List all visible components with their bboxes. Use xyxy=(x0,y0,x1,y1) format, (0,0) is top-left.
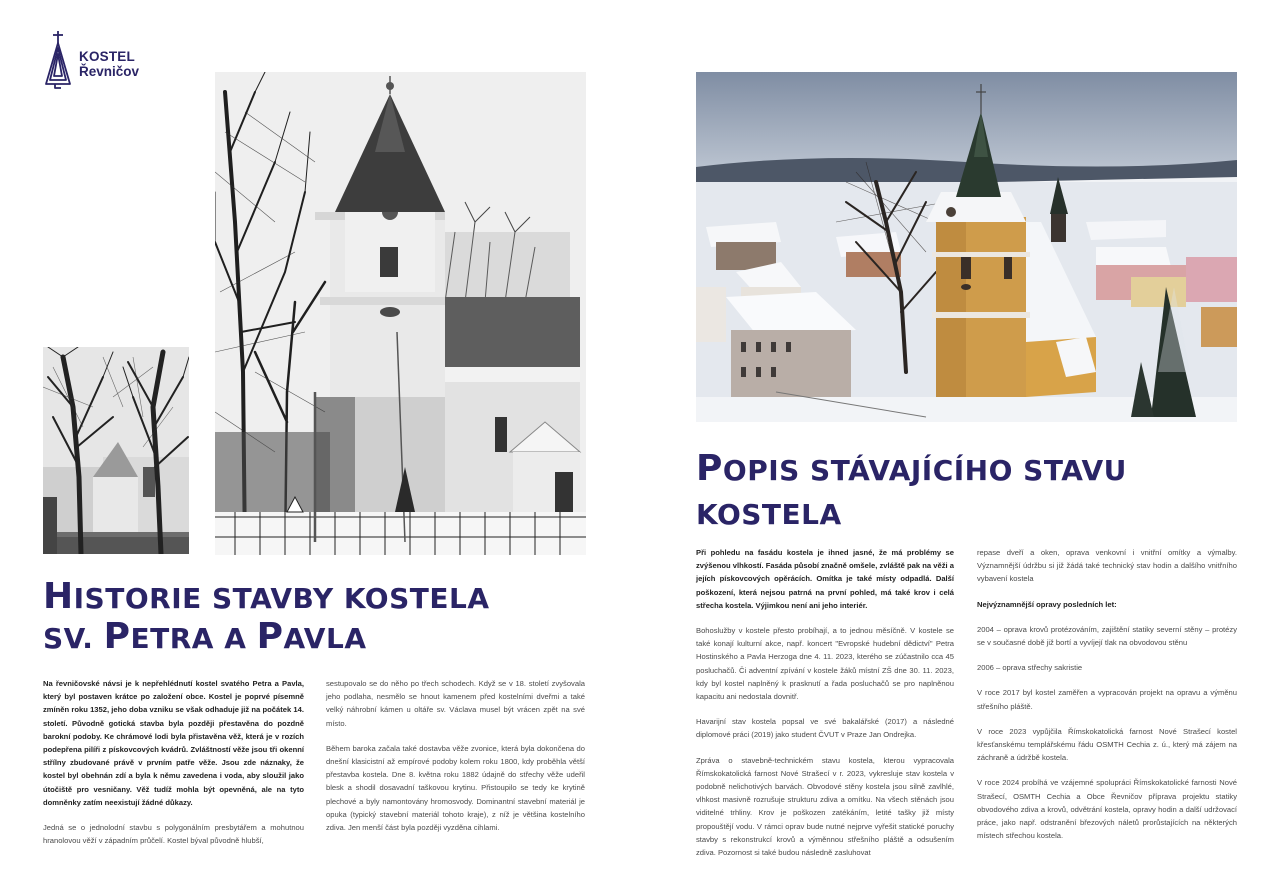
state-paragraph: repase dveří a oken, oprava venkovní i vnitřní omítky a výmalby. Významnější údržbu si již žádá také technický stav hodin a dalšího vnitřního vybavení kostela xyxy=(977,548,1237,584)
state-paragraph: Havarijní stav kostela popsal ve své bakalářské (2017) a následné diplomové práci (2019) jako student ČVUT v Praze Jan Ondrejka. xyxy=(696,717,954,740)
church-tower-icon xyxy=(42,30,78,90)
history-paragraph: Během baroka začala také dostavba věže zvonice, která byla dokončena do dnešní klasicistní až empírové podoby kolem roku 1800, kdy proběhla větší přestavba kostela. Dne 8. května roku 1882 údajně do střechy věže udeřil blesk a shodil dosavadní taškovou krytinu. Přistoupilo se tedy ke krytině plechové a byly namontovány hromosvody. Dominantní stavební materiál je opuka (typický stavební materiál tohoto kraje), z níž je většina kostelního zdiva. Jen menší část byla později vyzděna cihlami. xyxy=(326,743,585,833)
photo-church-historic xyxy=(215,72,586,555)
heading-history xyxy=(43,578,603,658)
heading-history-initial: H xyxy=(43,576,74,617)
history-column-1 xyxy=(43,677,304,859)
heading-state-initial: P xyxy=(696,448,723,489)
photo-church-trees xyxy=(43,347,189,554)
history-paragraph: sestupovalo se do něho po třech schodech. Když se v 18. století zvyšovala jeho podlaha, nesmělo se hnout kamenem před kostelními dveřmi a také velký náhrobní kámen u oltáře sv. Václava musel být vrácen zpět na své místo. xyxy=(326,679,585,728)
state-lead-paragraph: Při pohledu na fasádu kostela je ihned jasné, že má problémy se zvýšenou vlhkostí. Fasáda působí značně omšele, zvláště pak na věži a jejích pískovcových opěrácích. Omítka je také místy odpadlá. Další poškození, která nejsou patrná na první pohled, má také krov i celá střecha kostela. Výjimkou není ani jeho interiér. xyxy=(696,548,954,610)
state-column-1 xyxy=(696,546,954,871)
history-column-2 xyxy=(326,677,585,846)
heading-history-word: ISTORIE xyxy=(73,582,202,615)
repairs-list-item: V roce 2024 probíhá ve vzájemné spolupráci Římskokatolické farnosti Nové Strašecí, OSMTH Cechia a Obce Řevničov příprava projektu statiky obvodového zdiva a krovů, odvětrání kostela, opravy hodin a další udržovací práce, jako např. odstranění březových náletů prorůstajících na některých místech střechou kostela. xyxy=(977,778,1237,841)
heading-history-p2-initial: P xyxy=(256,616,284,657)
heading-history-petra: ETRA A xyxy=(130,622,257,655)
heading-state-rest: STÁVAJÍCÍHO STAVU xyxy=(799,454,1127,487)
repairs-list-item: 2004 – oprava krovů protézováním, zajištění statiky severní stěny – protézy se v současné době již bortí a vyvíjejí tlak na obvodovou stěnu xyxy=(977,624,1237,648)
history-paragraph: Jedná se o jednolodní stavbu s polygonálním presbytářem a mohutnou hranolovou věží v západním průčelí. Kostel býval původně hlubší, xyxy=(43,823,304,846)
history-lead-paragraph: Na řevničovské návsi je k nepřehlédnutí kostel svatého Petra a Pavla, který byl postaven krátce po založení obce. Kostel je poprvé písemně zmíněn roku 1352, jeho doba vzniku se však odhaduje již na počátek 14. století. Původně gotická stavba byla později přestavěna do pozdně barokní podoby. Ke chrámové lodi byla přistavěna věž, která je v rozích podepřena pilíři z pískovcových kvádrů. Zvláštností věže jsou tři okenní střílny zbudované právě v prvním patře věže. Jsou zde náznaky, že kostel byl obehnán zdí a byla k němu zavedena i voda, aby sloužil jako útočiště pro vesničany. Věž tudíž mohla být opevněná, ale na tyto domněnky zatím neexistují žádné důkazy. xyxy=(43,679,304,807)
repairs-list-item: 2006 – oprava střechy sakristie xyxy=(977,663,1083,673)
logo-line-2: Řevničov xyxy=(79,64,140,79)
heading-history-p1-initial: P xyxy=(103,616,131,657)
state-column-2 xyxy=(977,546,1237,854)
logo-line-1: KOSTEL xyxy=(79,49,135,64)
photo-church-aerial xyxy=(696,72,1237,422)
heading-history-pavla: AVLA xyxy=(283,622,367,655)
heading-current-state xyxy=(696,447,1256,536)
state-paragraph: Zpráva o stavebně-technickém stavu kostela, kterou vypracovala Římskokatolická farnost Nové Strašecí v r. 2023, vykresluje stav kostela v podobně nelichotivých barvách. Obvodové stěny kostela jsou silně zavlhlé, vlhkost masivně rozrušuje strukturu zdiva a omítku. Na všech stěnách jsou viditelné trhliny. Krov je poškozen zatékáním, letité tašky již místy propouštějí vodu. V rámci oprav bude nutné nejprve vyřešit statické poruchy stavby s rekonstrukcí krovů a výměnnou střešního pláště a odsušením zdiva. Pozornost si také budou následně zasluhovat xyxy=(696,755,954,858)
repairs-list-item: V roce 2023 vypůjčila Římskokatolická farnost Nové Strašecí kostel křesťanskému templářskému řádu OSMTH Cechia z. ú., který má zájem na záchraně a údržbě kostela. xyxy=(977,726,1237,763)
repairs-list-item: V roce 2017 byl kostel zaměřen a vypracován projekt na opravu a výměnu střešního pláště. xyxy=(977,688,1237,711)
heading-history-sv: SV. xyxy=(43,622,104,655)
heading-state-line2: KOSTELA xyxy=(696,498,842,531)
repairs-subheading: Nejvýznamnější opravy posledních let: xyxy=(977,599,1117,609)
state-paragraph: Bohoslužby v kostele přesto probíhají, a to jednou měsíčně. V kostele se také konají kulturní akce, např. koncert "Evropské hudební dědictví" Petra Hostinského a Pavla Herzoga dne 4. 11. 2023, kterého se zúčastnilo cca 45 posluchačů. Či adventní zpívání v kostele žáků místní ZŠ dne 30. 11. 2023, kdy byl kostel naplněný k prasknutí a řada posluchačů se pro naplněnou kapacitu ani nedostala dovnitř. xyxy=(696,626,954,702)
logo xyxy=(42,30,162,90)
heading-state-word: OPIS xyxy=(722,454,800,487)
heading-history-rest: STAVBY KOSTELA xyxy=(201,582,490,615)
